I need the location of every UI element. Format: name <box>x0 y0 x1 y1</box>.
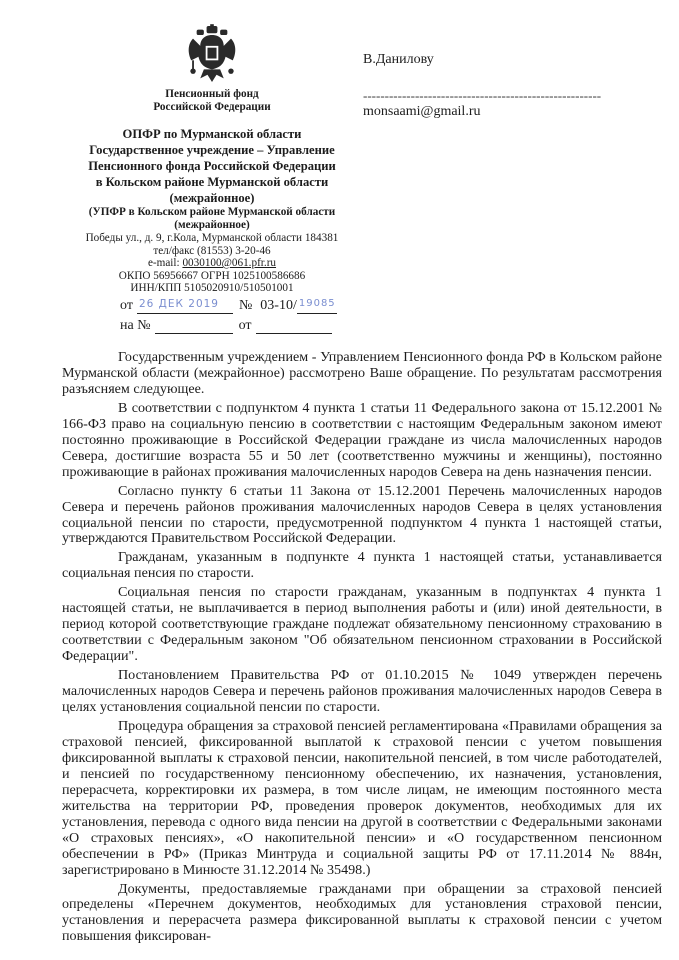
org-email-line <box>62 257 362 270</box>
org-address: Победы ул., д. 9, г.Кола, Мурманской области 184381 <box>85 232 339 244</box>
body-paragraph: Гражданам, указанным в подпункте 4 пункта 1 настоящей статьи, устанавливается социальная пенсия по старости. <box>62 549 662 582</box>
recipient-block <box>363 52 663 120</box>
date-field <box>137 297 233 314</box>
org-line: (межрайонное) <box>169 191 255 205</box>
recipient-dash-line: ------------------------------------------------------- <box>363 88 602 103</box>
org-line: ОПФР по Мурманской области <box>122 127 302 141</box>
org-inn-kpp: ИНН/КПП 5105020910/510501001 <box>130 282 294 294</box>
org-okpo-ogrn: ОКПО 56956667 ОГРН 1025100586686 <box>118 269 306 282</box>
date-stamp: 26 ДЕК 2019 <box>138 298 219 310</box>
number-handwritten: 19085 <box>298 298 336 309</box>
reply-number-field <box>155 317 233 334</box>
coat-of-arms-icon <box>184 24 240 84</box>
org-line: в Кольском районе Мурманской области <box>95 175 329 189</box>
org-phone: тел/факс (81553) 3-20-46 <box>153 244 271 257</box>
reply-number-label: на № <box>120 318 151 333</box>
from-label: от <box>120 298 133 313</box>
fund-name-line2: Российской Федерации <box>153 101 271 113</box>
fund-name-line1: Пенсионный фонд <box>165 88 259 100</box>
org-line: (УПФР в Кольском районе Мурманской области <box>88 206 336 218</box>
reply-date-field <box>256 317 332 334</box>
number-label: № <box>238 298 253 313</box>
body-paragraph: Документы, предоставляемые гражданами при обращении за страховой пенсией определены «Перечнем документов, необходимых для установления страховой пенсии, установления и перерасчета размера фиксированной выплаты к страховой пенсии с учетом повышения фиксирован- <box>62 880 662 945</box>
body-paragraph: Процедура обращения за страховой пенсией регламентирована «Правилами обращения за страховой пенсией, фиксированной выплатой к страховой пенсии с учетом повышения фиксированной выплаты к страховой пенсии, накопительной пенсией, в том числе работодателей, и пенсией по государственному пенсионному обеспечению, их назначения, установления, перерасчета, корректировки их размера, в том числе лицам, не имеющим постоянного места жительства на территории РФ, проведения проверок документов, необходимых для их установления, перевода с одного вида пенсии на другой в соответствии с Федеральными законами «О страховых пенсиях», «О накопительной пенсии» и «О государственном пенсионном обеспечении в РФ» (Приказ Минтруда и социальной защиты РФ от 17.11.2014 № 884н, зарегистрировано в Минюсте 31.12.2014 № 35498.) <box>62 717 662 878</box>
recipient-name: В.Данилову <box>363 52 434 67</box>
org-line: Пенсионного фонда Российской Федерации <box>88 159 336 173</box>
number-field <box>297 297 337 314</box>
reply-from-label: от <box>238 318 252 333</box>
org-email-label: e-mail: <box>147 257 183 269</box>
body-paragraph: Согласно пункту 6 статьи 11 Закона от 15.12.2001 Перечень малочисленных народов Севера и перечень районов проживания малочисленных народов Севера в целях установления социальной пенсии по старости, предусмотренной подпунктом 4 пункта 1 настоящей статьи, утверждаются Правительством Российской Федерации. <box>62 482 662 547</box>
body-paragraph: Постановлением Правительства РФ от 01.10.2015 № 1049 утвержден перечень малочисленных народов Севера и перечень районов проживания малочисленных народов Севера в целях установления социальной пенсии по старости. <box>62 667 662 716</box>
number-prefix: 03-10/ <box>260 298 297 313</box>
recipient-email: monsaami@gmail.ru <box>363 104 481 119</box>
org-email-link[interactable]: 0030100@061.pfr.ru <box>182 257 277 269</box>
reference-block <box>62 294 382 334</box>
org-line: (межрайонное) <box>174 219 250 231</box>
body-paragraph: Государственным учреждением - Управлением Пенсионного фонда РФ в Кольском районе Мурманской области (межрайонное) рассмотрено Ваше обращение. По результатам рассмотрения разъясняем следующее. <box>62 349 662 397</box>
letter-body <box>62 350 662 945</box>
org-line: Государственное учреждение – Управление <box>89 143 335 157</box>
body-paragraph: Социальная пенсия по старости гражданам, указанным в подпунктах 4 пункта 1 настоящей статьи, не выплачивается в период выполнения работы и (или) иной деятельности, в период которой соответствующие граждане подлежат обязательному пенсионному страхованию в соответствии с Федеральным законом "Об обязательном пенсионном страховании в Российской Федерации". <box>62 584 662 665</box>
letterhead <box>62 14 362 295</box>
body-paragraph: В соответствии с подпунктом 4 пункта 1 статьи 11 Федерального закона от 15.12.2001 № 166-ФЗ право на социальную пенсию в соответствии с настоящим Федеральным законом имеют постоянно проживающие в Российской Федерации граждане из числа малочисленных народов Севера, достигшие возраста 55 и 50 лет (соответственно мужчины и женщины), постоянно проживающие в районах проживания малочисленных народов Севера на день назначения пенсии. <box>62 399 662 480</box>
